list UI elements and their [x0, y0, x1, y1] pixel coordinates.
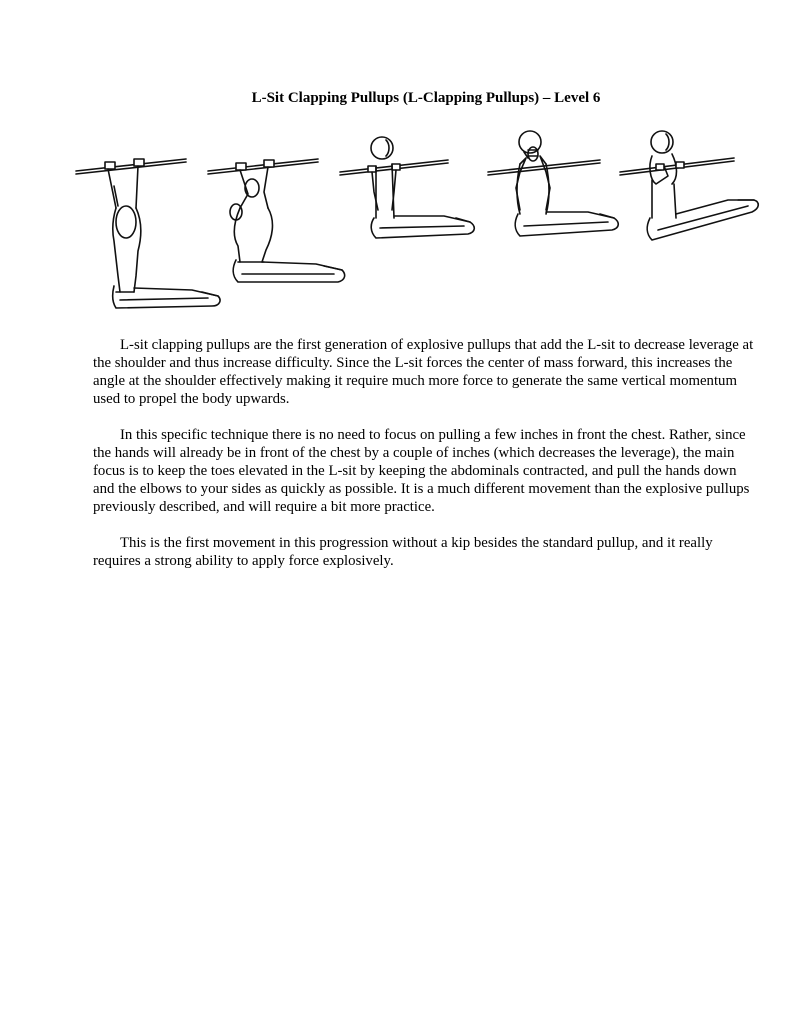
page-title: L-Sit Clapping Pullups (L-Clapping Pullups) – Level 6 [251, 90, 601, 106]
frame-5-regrip [620, 131, 758, 240]
paragraph-intro: L-sit clapping pullups are the first generation of explosive pullups that add the L-sit to decrease leverage at the shoulder and thus increase difficulty. Since the L-sit forces the center of mass forward, this increases the angle at the shoulder effectively making it require much more force to generate the same vertical momentum used to propel the body upwards. [93, 337, 754, 407]
frame-3-top-position [340, 137, 474, 238]
frame-4-clap [488, 131, 618, 236]
exercise-illustration [72, 126, 762, 318]
frame-2-initial-pull [208, 159, 345, 282]
frame-1-dead-hang [76, 159, 220, 308]
paragraph-technique: In this specific technique there is no need to focus on pulling a few inches in front the chest. Rather, since the hands will already be in front of the chest by a couple of inches (which decreases the leverage), the main focus is to keep the toes elevated in the L-sit by keeping the abdominals contracted, and pull the hands down and the elbows to your sides as quickly as possible. It is a much different movement than the explosive pullups previously described, and will require a bit more practice. [93, 427, 750, 515]
paragraph-summary: This is the first movement in this progression without a kip besides the standard pullup, and it really requires a strong ability to apply force explosively. [93, 535, 713, 569]
